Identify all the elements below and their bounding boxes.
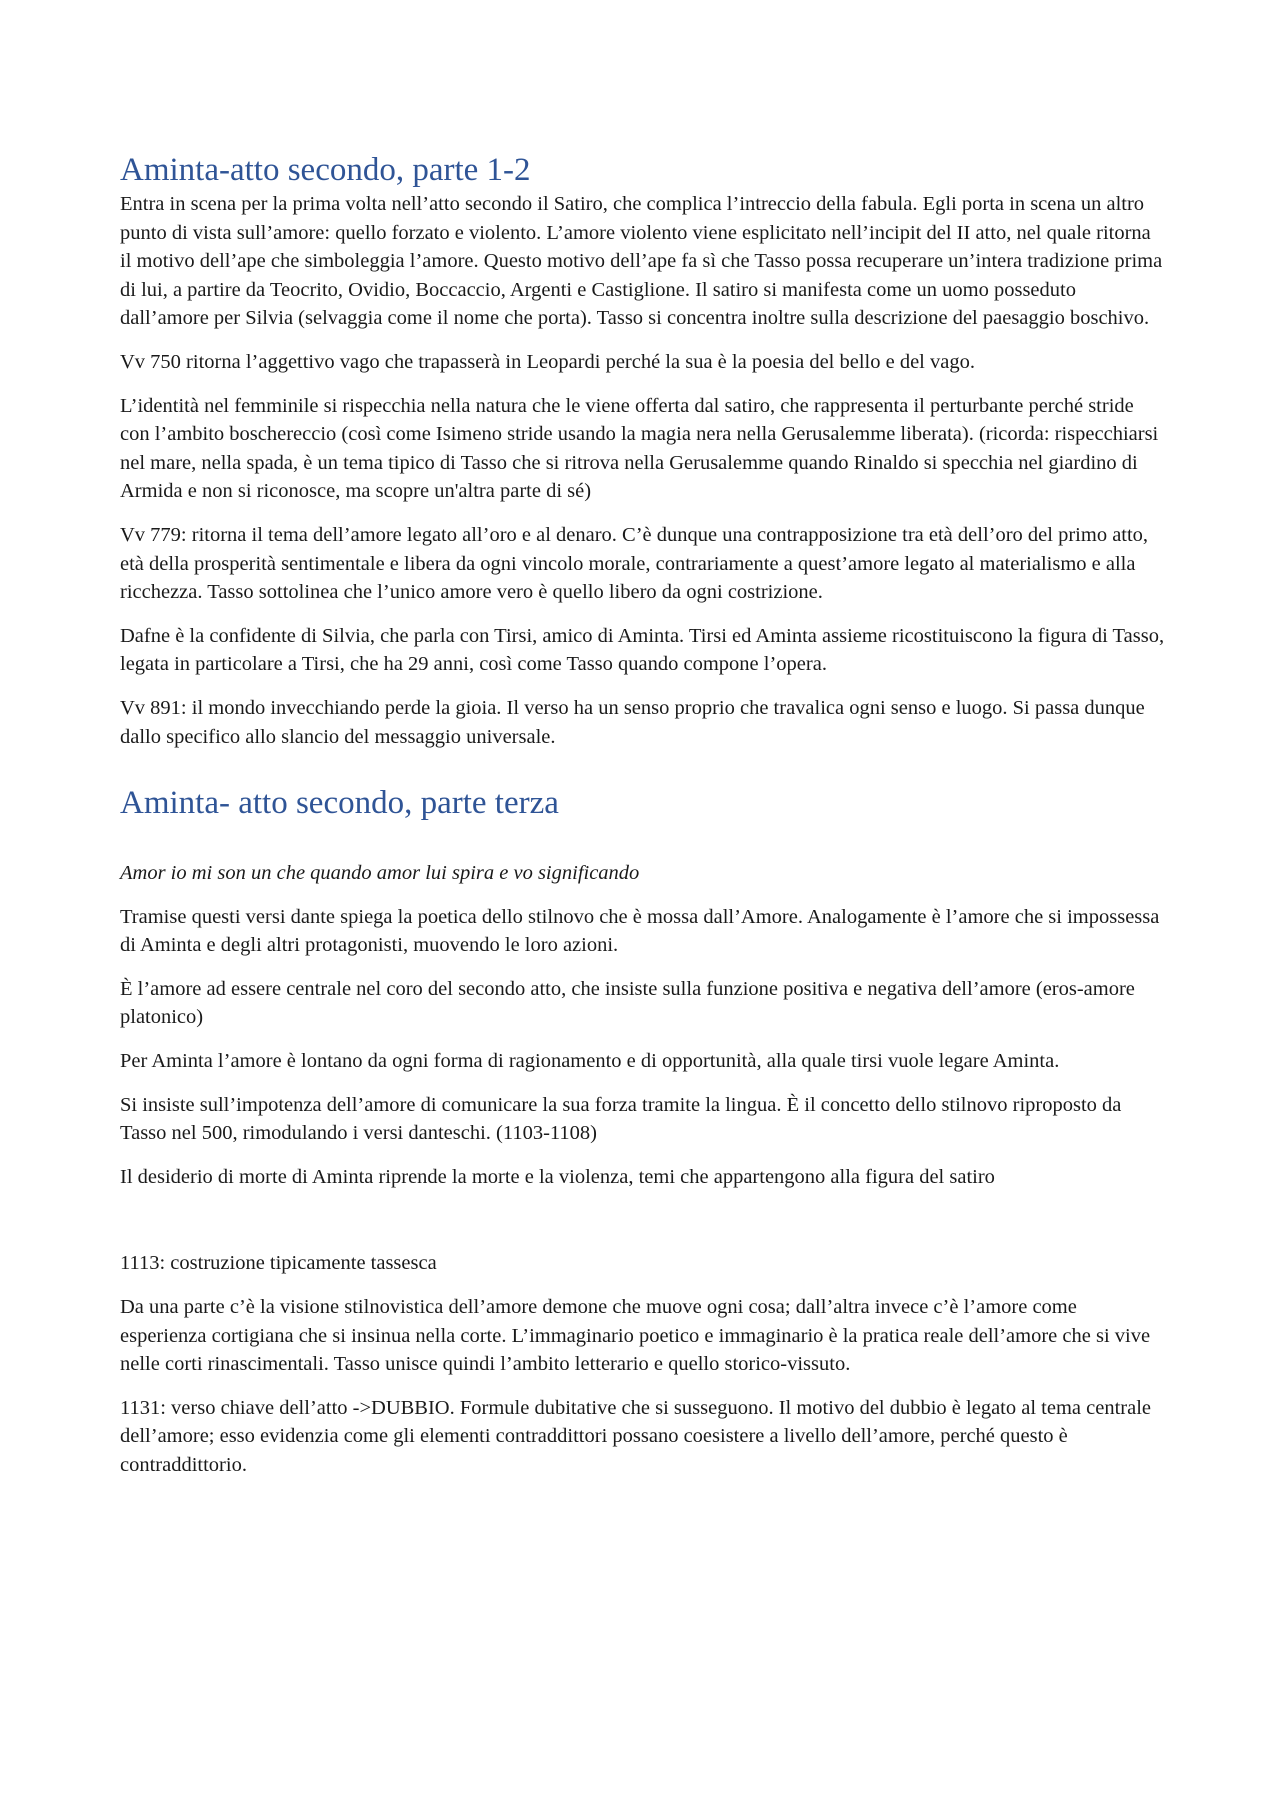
- section-1-paragraph: L’identità nel femminile si rispecchia nella natura che le viene offerta dal satiro, che rappresenta il perturbante perché stride con l’ambito boschereccio (così come Isimeno stride usando la magia nera nella Gerusalemme liberata). (ricorda: rispecchiarsi nel mare, nella spada, è un tema tipico di Tasso che si ritrova nella Gerusalemme quando Rinaldo si specchia nel giardino di Armida e non si riconosce, ma scopre un'altra parte di sé): [120, 394, 1159, 503]
- section-1-paragraph: Vv 750 ritorna l’aggettivo vago che trapasserà in Leopardi perché la sua è la poesia del bello e del vago.: [120, 350, 975, 373]
- section-2-paragraph: Si insiste sull’impotenza dell’amore di comunicare la sua forza tramite la lingua. È il concetto dello stilnovo riproposto da Tasso nel 500, rimodulando i versi danteschi. (1103-1108): [120, 1093, 1122, 1145]
- section-1-paragraph: Vv 891: il mondo invecchiando perde la gioia. Il verso ha un senso proprio che travalica ogni senso e luogo. Si passa dunque dallo specifico allo slancio del messaggio universale.: [120, 696, 1145, 748]
- section-2-heading: Aminta- atto secondo, parte terza: [120, 785, 559, 822]
- section-2-paragraph: Il desiderio di morte di Aminta riprende la morte e la violenza, temi che appartengono alla figura del satiro: [120, 1165, 995, 1188]
- section-2-paragraph: Da una parte c’è la visione stilnovistica dell’amore demone che muove ogni cosa; dall’altra invece c’è l’amore come esperienza cortigiana che si insinua nella corte. L’immaginario poetico e immaginario è la pratica reale dell’amore che si vive nelle corti rinascimentali. Tasso unisce quindi l’ambito letterario e quello storico-vissuto.: [120, 1296, 1151, 1376]
- section-1-paragraph: Vv 779: ritorna il tema dell’amore legato all’oro e al denaro. C’è dunque una contrapposizione tra età dell’oro del primo atto, età della prosperità sentimentale e libera da ogni vincolo morale, contrariamente a quest’amore legato al materialismo e alla ricchezza. Tasso sottolinea che l’unico amore vero è quello libero da ogni costrizione.: [120, 523, 1149, 604]
- section-2-quote: Amor io mi son un che quando amor lui spira e vo significando: [120, 862, 640, 885]
- section-2-paragraph: Per Aminta l’amore è lontano da ogni forma di ragionamento e di opportunità, alla quale tirsi vuole legare Aminta.: [120, 1050, 1060, 1073]
- section-1-paragraph: Entra in scena per la prima volta nell’atto secondo il Satiro, che complica l’intreccio della fabula. Egli porta in scena un altro punto di vista sull’amore: quello forzato e violento. L’amore violento viene esplicitato nell’incipit del II atto, nel quale ritorna il motivo dell’ape che simboleggia l’amore. Questo motivo dell’ape fa sì che Tasso possa recuperare un’intera tradizione prima di lui, a partire da Teocrito, Ovidio, Boccaccio, Argenti e Castiglione. Il satiro si manifesta come un uomo posseduto dall’amore per Silvia (selvaggia come il nome che porta). Tasso si concentra inoltre sulla descrizione del paesaggio boschivo.: [120, 193, 1163, 330]
- section-2-paragraph: Tramise questi versi dante spiega la poetica dello stilnovo che è mossa dall’Amore. Analogamente è l’amore che si impossessa di Aminta e degli altri protagonisti, muovendo le loro azioni.: [120, 905, 1160, 957]
- section-2-paragraph: È l’amore ad essere centrale nel coro del secondo atto, che insiste sulla funzione positiva e negativa dell’amore (eros-amore platonico): [120, 977, 1135, 1029]
- section-1-paragraph: Dafne è la confidente di Silvia, che parla con Tirsi, amico di Aminta. Tirsi ed Aminta assieme ricostituiscono la figura di Tasso, legata in particolare a Tirsi, che ha 29 anni, così come Tasso quando compone l’opera.: [120, 624, 1165, 676]
- document-page: [120, 150, 1165, 1495]
- section-1-heading: Aminta-atto secondo, parte 1-2: [120, 152, 531, 188]
- section-2-paragraph: 1131: verso chiave dell’atto ->DUBBIO. Formule dubitative che si susseguono. Il motivo del dubbio è legato al tema centrale dell’amore; esso evidenzia come gli elementi contraddittori possano coesistere a livello dell’amore, perché questo è contraddittorio.: [120, 1396, 1151, 1476]
- section-2-paragraph: 1113: costruzione tipicamente tassesca: [120, 1252, 437, 1275]
